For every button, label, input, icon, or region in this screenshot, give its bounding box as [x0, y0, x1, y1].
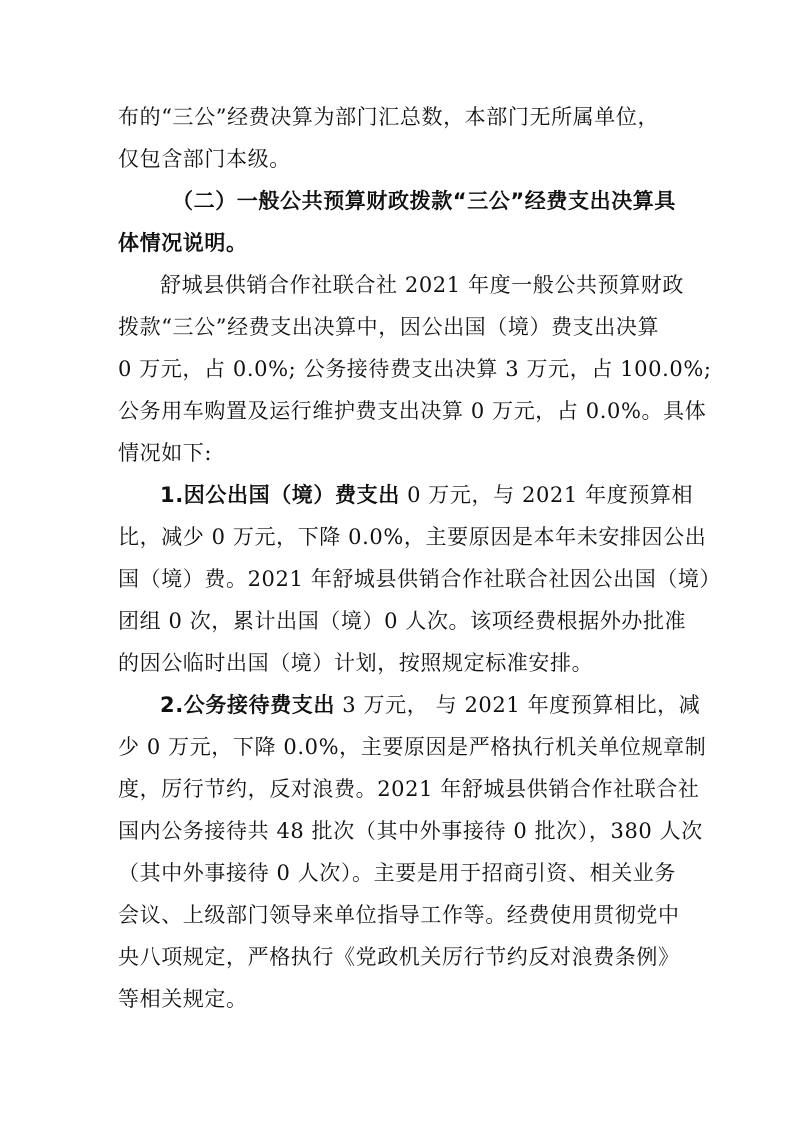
text-line: 国（境）费。2021 年舒城县供销合作社联合社因公出国（境）	[118, 567, 722, 591]
text-line: 会议、上级部门领导来单位指导工作等。经费使用贯彻党中	[118, 903, 680, 927]
section-heading	[118, 180, 678, 264]
intro-paragraph	[118, 96, 678, 180]
text-line: 舒城县供销合作社联合社 2021 年度一般公共预算财政	[160, 273, 684, 297]
text-line: 国内公务接待共 48 批次（其中外事接待 0 批次），380 人次	[118, 819, 703, 843]
item-lead: 1.因公出国（境）费支出	[160, 483, 400, 507]
text-line: 0 万元，占 0.0%; 公务接待费支出决算 3 万元，占 100.0%;	[118, 357, 712, 381]
text-line: 公务用车购置及运行维护费支出决算 0 万元，占 0.0%。具体	[118, 399, 707, 423]
text-line: 的因公临时出国（境）计划，按照规定标准安排。	[118, 651, 594, 675]
heading-line: 体情况说明。	[118, 231, 248, 255]
text-line: 拨款“三公”经费支出决算中，因公出国（境）费支出决算	[118, 315, 660, 339]
item1-paragraph	[118, 474, 722, 684]
text-line: （其中外事接待 0 人次）。主要是用于招商引资、相关业务	[118, 861, 677, 885]
text-line: 情况如下:	[118, 441, 213, 465]
text-line: 少 0 万元，下降 0.0%，主要原因是严格执行机关单位规章制	[118, 735, 707, 759]
text-line: 央八项规定，严格执行《党政机关厉行节约反对浪费条例》	[118, 945, 680, 969]
text-line: 仅包含部门本级。	[118, 147, 291, 171]
text-line: 度，厉行节约，反对浪费。2021 年舒城县供销合作社联合社	[118, 777, 700, 801]
item-text: 0 万元，与 2021 年度预算相	[399, 483, 694, 507]
item-lead: 2.公务接待费支出	[160, 693, 335, 717]
text-line	[118, 684, 701, 726]
text-line	[118, 474, 694, 516]
item2-paragraph	[118, 684, 707, 1020]
text-line: 布的“三公”经费决算为部门汇总数，本部门无所属单位，	[118, 105, 660, 129]
text-line: 等相关规定。	[118, 987, 248, 1011]
document-page	[118, 96, 722, 1020]
summary-paragraph	[118, 264, 712, 474]
text-line: 比，减少 0 万元，下降 0.0%，主要原因是本年未安排因公出	[118, 525, 707, 549]
text-line: 团组 0 次，累计出国（境）0 人次。该项经费根据外办批准	[118, 609, 687, 633]
item-text: 3 万元， 与 2021 年度预算相比，减	[335, 693, 701, 717]
heading-line: （二）一般公共预算财政拨款“三公”经费支出决算具	[172, 189, 677, 213]
